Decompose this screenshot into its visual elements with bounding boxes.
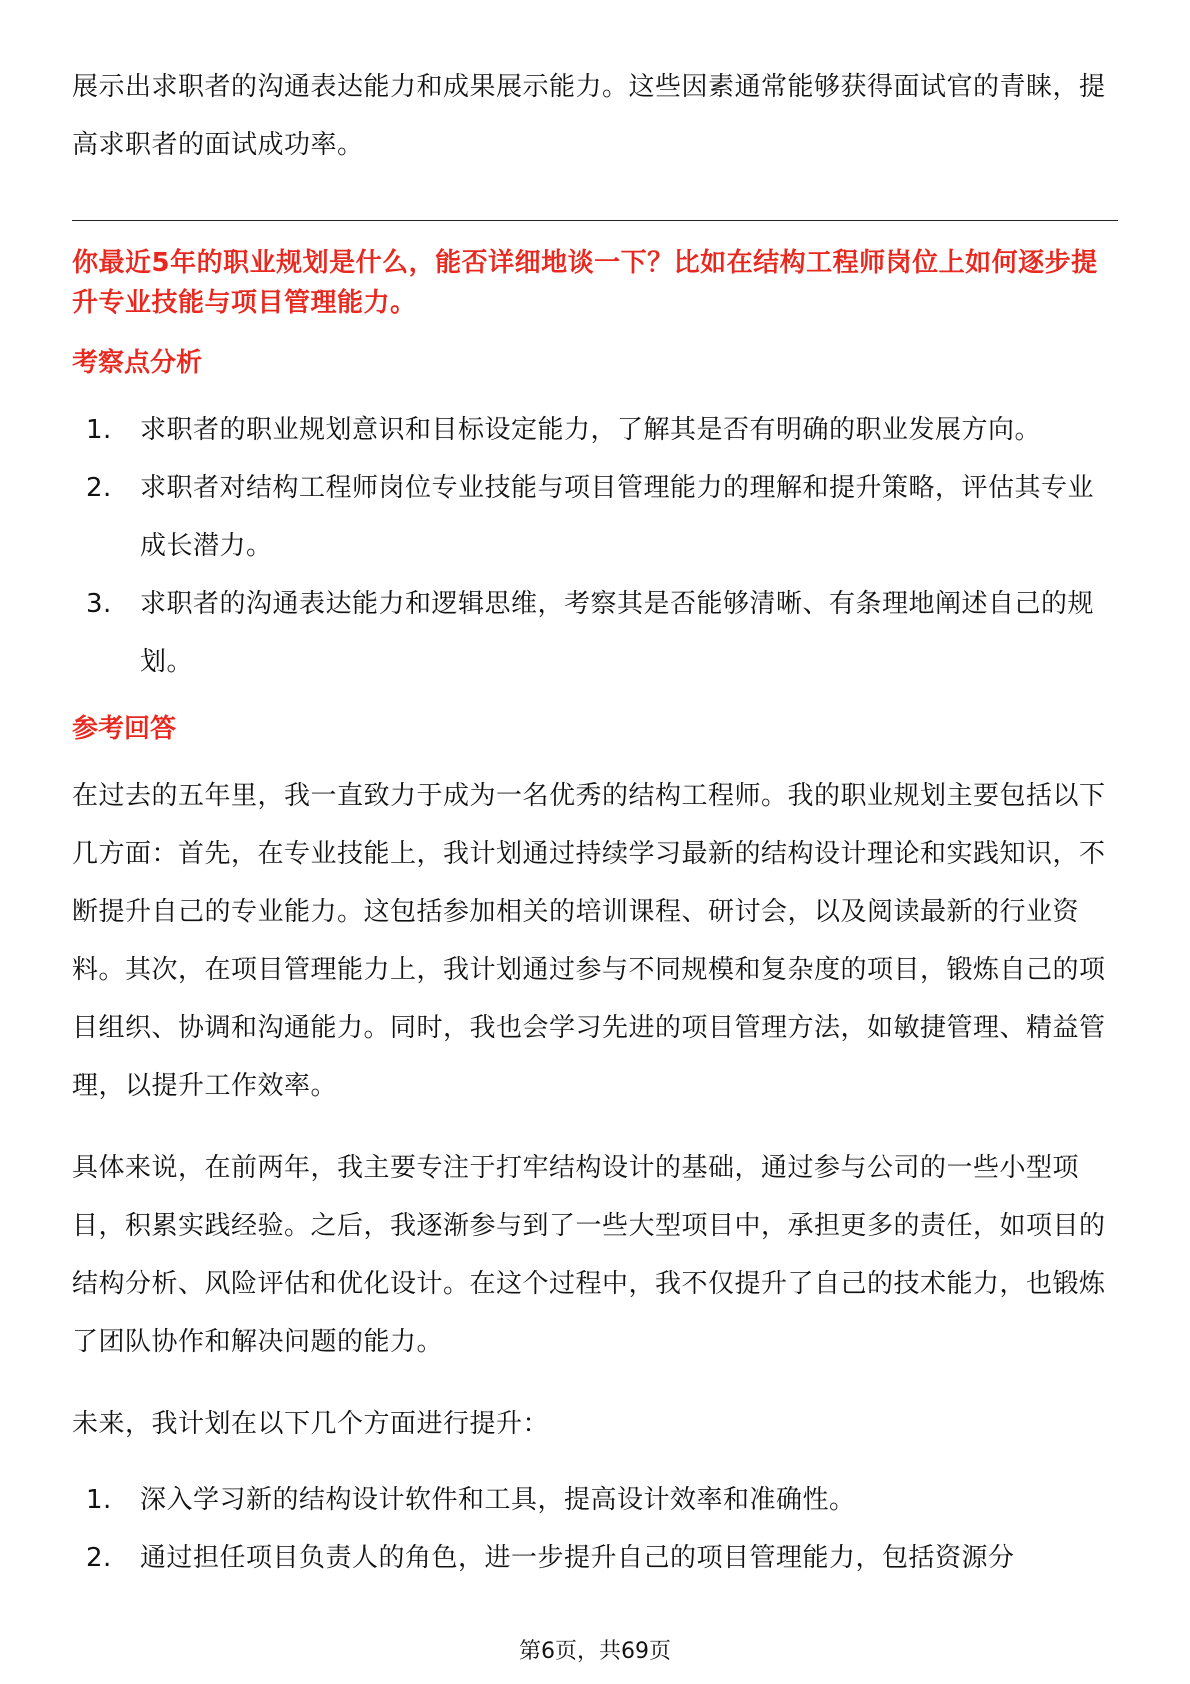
answer-paragraph: 具体来说，在前两年，我主要专注于打牢结构设计的基础，通过参与公司的一些小型项目，积累实践经验。之后，我逐渐参与到了一些大型项目中，承担更多的责任，如项目的结构分析、风险评估和优化设计。在这个过程中，我不仅提升了自己的技术能力，也锻炼了团队协作和解决问题的能力。 [72,1153,1106,1357]
list-number: 1. [86,1485,112,1515]
list-item-text: 求职者的职业规划意识和目标设定能力，了解其是否有明确的职业发展方向。 [140,415,1042,445]
answer-paragraph: 在过去的五年里，我一直致力于成为一名优秀的结构工程师。我的职业规划主要包括以下几方面：首先，在专业技能上，我计划通过持续学习最新的结构设计理论和实践知识，不断提升自己的专业能力。这包括参加相关的培训课程、研讨会，以及阅读最新的行业资料。其次，在项目管理能力上，我计划通过参与不同规模和复杂度的项目，锻炼自己的项目组织、协调和沟通能力。同时，我也会学习先进的项目管理方法，如敏捷管理、精益管理，以提升工作效率。 [72,781,1106,1101]
list-number: 2. [86,473,112,503]
list-item [86,1471,1118,1529]
plan-list [72,1471,1118,1587]
page-indicator: 第6页，共69页 [519,1639,671,1664]
list-item-text: 求职者的沟通表达能力和逻辑思维，考察其是否能够清晰、有条理地阐述自己的规划。 [140,589,1095,677]
list-number: 1. [86,415,112,445]
list-item-text: 求职者对结构工程师岗位专业技能与项目管理能力的理解和提升策略，评估其专业成长潜力。 [140,473,1095,561]
list-item [86,575,1118,691]
list-number: 3. [86,589,112,619]
list-item [86,459,1118,575]
intro-paragraph: 展示出求职者的沟通表达能力和成果展示能力。这些因素通常能够获得面试官的青睐，提高求职者的面试成功率。 [72,72,1106,160]
list-item-text: 通过担任项目负责人的角色，进一步提升自己的项目管理能力，包括资源分 [140,1543,1015,1573]
answer-paragraph: 未来，我计划在以下几个方面进行提升： [72,1409,550,1439]
document-page [72,58,1118,1587]
section-divider [72,220,1118,221]
list-item [86,1529,1118,1587]
list-number: 2. [86,1543,112,1573]
interview-question: 你最近5年的职业规划是什么，能否详细地谈一下？比如在结构工程师岗位上如何逐步提升专业技能与项目管理能力。 [72,248,1098,318]
list-item [86,401,1118,459]
list-item-text: 深入学习新的结构设计软件和工具，提高设计效率和准确性。 [140,1485,856,1515]
answer-heading: 参考回答 [72,714,177,744]
analysis-heading: 考察点分析 [72,348,203,378]
analysis-list [72,401,1118,691]
